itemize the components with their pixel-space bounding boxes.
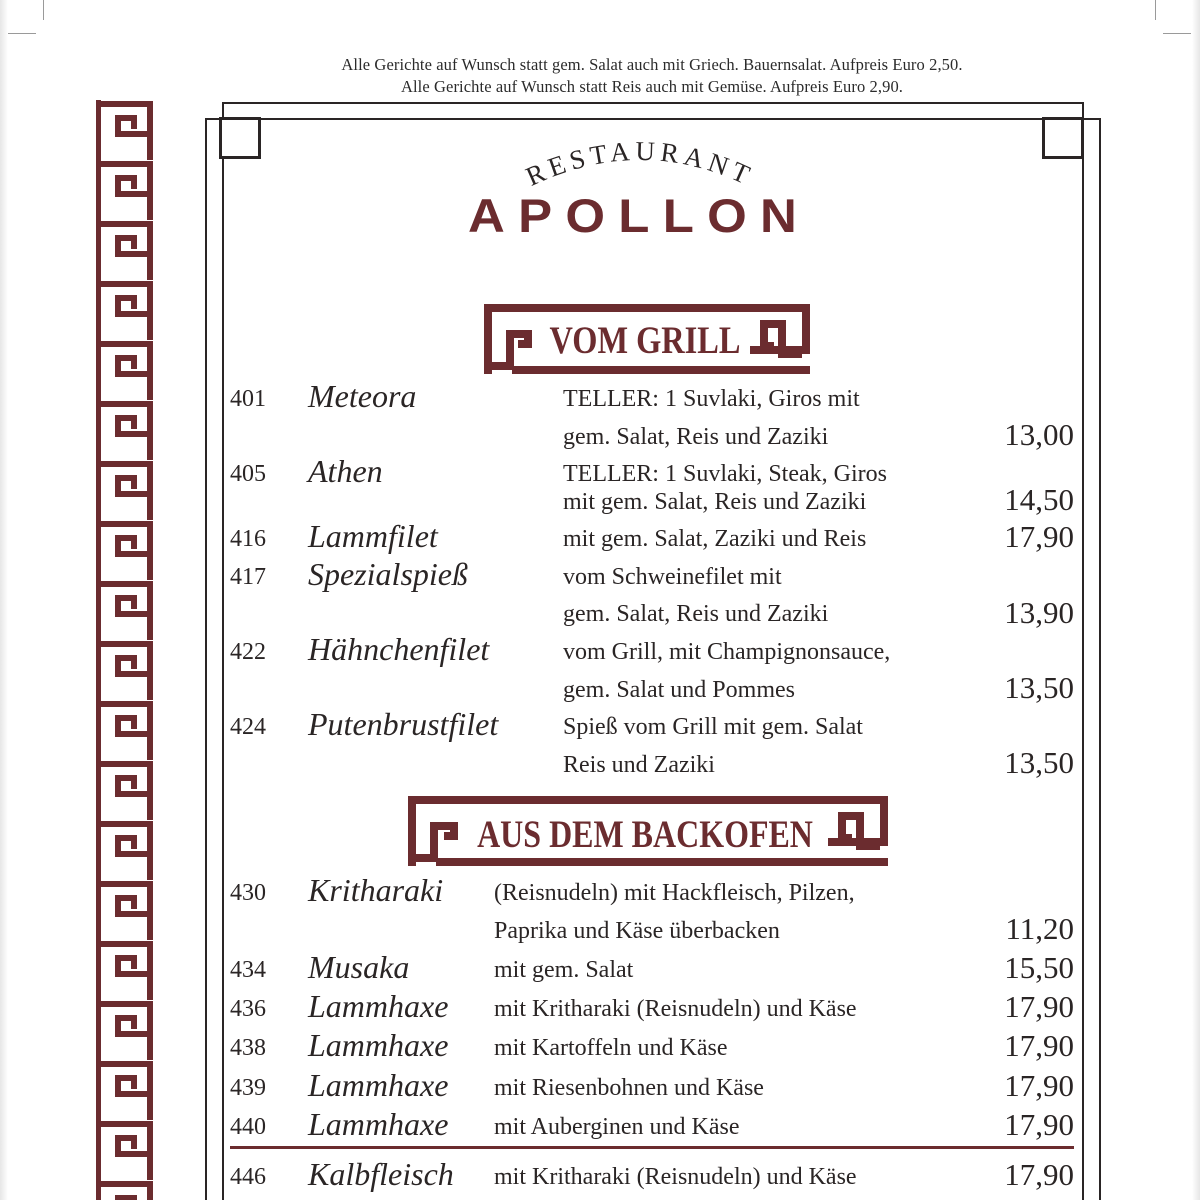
item-number: 446 bbox=[230, 1164, 266, 1190]
dish-description: mit Kartoffeln und Käse bbox=[494, 1035, 728, 1061]
logo-name: APOLLON bbox=[468, 189, 811, 243]
dish-name: Musaka bbox=[308, 949, 410, 985]
page-edge-left bbox=[0, 0, 8, 1200]
crop-mark-top-right-h bbox=[1163, 33, 1191, 34]
crop-mark-top-left-h bbox=[8, 33, 36, 34]
dish-price: 14,50 bbox=[1004, 482, 1074, 517]
item-number: 405 bbox=[230, 461, 266, 487]
dish-price: 11,20 bbox=[1005, 911, 1074, 946]
dish-description: mit Kritharaki (Reisnudeln) und Käse bbox=[494, 1164, 857, 1190]
item-number: 424 bbox=[230, 714, 266, 740]
crop-mark-top-right-v bbox=[1155, 0, 1156, 20]
item-number: 430 bbox=[230, 880, 266, 906]
dish-price: 13,50 bbox=[1004, 670, 1074, 705]
frame-corner-right bbox=[1042, 117, 1084, 159]
dish-description: vom Schweinefilet mit bbox=[563, 564, 782, 590]
dish-name: Hähnchenfilet bbox=[308, 631, 490, 667]
item-number: 417 bbox=[230, 564, 266, 590]
item-number: 416 bbox=[230, 526, 266, 552]
dish-name: Lammfilet bbox=[308, 518, 438, 554]
dish-name: Meteora bbox=[308, 378, 417, 414]
dish-description: mit gem. Salat bbox=[494, 957, 634, 983]
dish-description: (Reisnudeln) mit Hackfleisch, Pilzen, bbox=[494, 880, 855, 906]
dish-description: TELLER: 1 Suvlaki, Steak, Giros bbox=[563, 461, 887, 487]
dish-price: 17,90 bbox=[1004, 519, 1074, 554]
dish-description: Spieß vom Grill mit gem. Salat bbox=[563, 714, 863, 740]
dish-description: Paprika und Käse überbacken bbox=[494, 918, 780, 944]
dish-description: mit Auberginen und Käse bbox=[494, 1114, 740, 1140]
dish-price: 13,50 bbox=[1004, 745, 1074, 780]
dish-name: Spezialspieß bbox=[308, 556, 468, 592]
dish-description: TELLER: 1 Suvlaki, Giros mit bbox=[563, 386, 860, 412]
item-number: 440 bbox=[230, 1114, 266, 1140]
greek-key-border bbox=[96, 100, 154, 1200]
dish-description: Reis und Zaziki bbox=[563, 752, 715, 778]
surcharge-note-salad: Alle Gerichte auf Wunsch statt gem. Salat auch mit Griech. Bauernsalat. Aufpreis Euro 2,50. bbox=[341, 55, 963, 74]
crop-mark-top-left-v bbox=[43, 0, 44, 20]
dish-price: 17,90 bbox=[1004, 989, 1074, 1024]
dish-price: 13,90 bbox=[1004, 595, 1074, 630]
dish-name: Kalbfleisch bbox=[308, 1156, 454, 1192]
dish-name: Putenbrustfilet bbox=[308, 706, 499, 742]
dish-description: mit gem. Salat, Zaziki und Reis bbox=[563, 526, 867, 552]
dish-description: gem. Salat und Pommes bbox=[563, 677, 795, 703]
item-number: 434 bbox=[230, 957, 266, 983]
dish-price: 15,50 bbox=[1004, 950, 1074, 985]
dish-description: gem. Salat, Reis und Zaziki bbox=[563, 601, 829, 627]
surcharge-note-vegetables: Alle Gerichte auf Wunsch statt Reis auch mit Gemüse. Aufpreis Euro 2,90. bbox=[400, 77, 904, 96]
dish-price: 17,90 bbox=[1004, 1028, 1074, 1063]
item-number: 439 bbox=[230, 1075, 266, 1101]
item-number: 401 bbox=[230, 386, 266, 412]
dish-description: gem. Salat, Reis und Zaziki bbox=[563, 424, 829, 450]
dish-price: 17,90 bbox=[1004, 1157, 1074, 1192]
item-number: 422 bbox=[230, 639, 266, 665]
dish-description: mit gem. Salat, Reis und Zaziki bbox=[563, 489, 867, 515]
restaurant-logo bbox=[430, 135, 870, 255]
frame-corner-left bbox=[219, 117, 261, 159]
dish-price: 17,90 bbox=[1004, 1107, 1074, 1142]
logo-subtitle: RESTAURANT bbox=[521, 135, 759, 192]
dish-name: Lammhaxe bbox=[308, 1027, 449, 1063]
dish-name: Lammhaxe bbox=[308, 1106, 449, 1142]
dish-name: Athen bbox=[308, 453, 383, 489]
section-title-backofen: AUS DEM BACKOFEN bbox=[477, 813, 813, 856]
dish-name: Lammhaxe bbox=[308, 1067, 449, 1103]
item-number: 436 bbox=[230, 996, 266, 1022]
dish-description: mit Kritharaki (Reisnudeln) und Käse bbox=[494, 996, 857, 1022]
dish-name: Kritharaki bbox=[308, 872, 444, 908]
page-edge-right bbox=[1192, 0, 1200, 1200]
dish-price: 13,00 bbox=[1004, 417, 1074, 452]
dish-name: Lammhaxe bbox=[308, 988, 449, 1024]
dish-price: 17,90 bbox=[1004, 1068, 1074, 1103]
section-title-grill: VOM GRILL bbox=[549, 319, 741, 362]
section-divider bbox=[230, 1146, 1074, 1149]
dish-description: mit Riesenbohnen und Käse bbox=[494, 1075, 764, 1101]
dish-description: vom Grill, mit Champignonsauce, bbox=[563, 639, 891, 665]
item-number: 438 bbox=[230, 1035, 266, 1061]
